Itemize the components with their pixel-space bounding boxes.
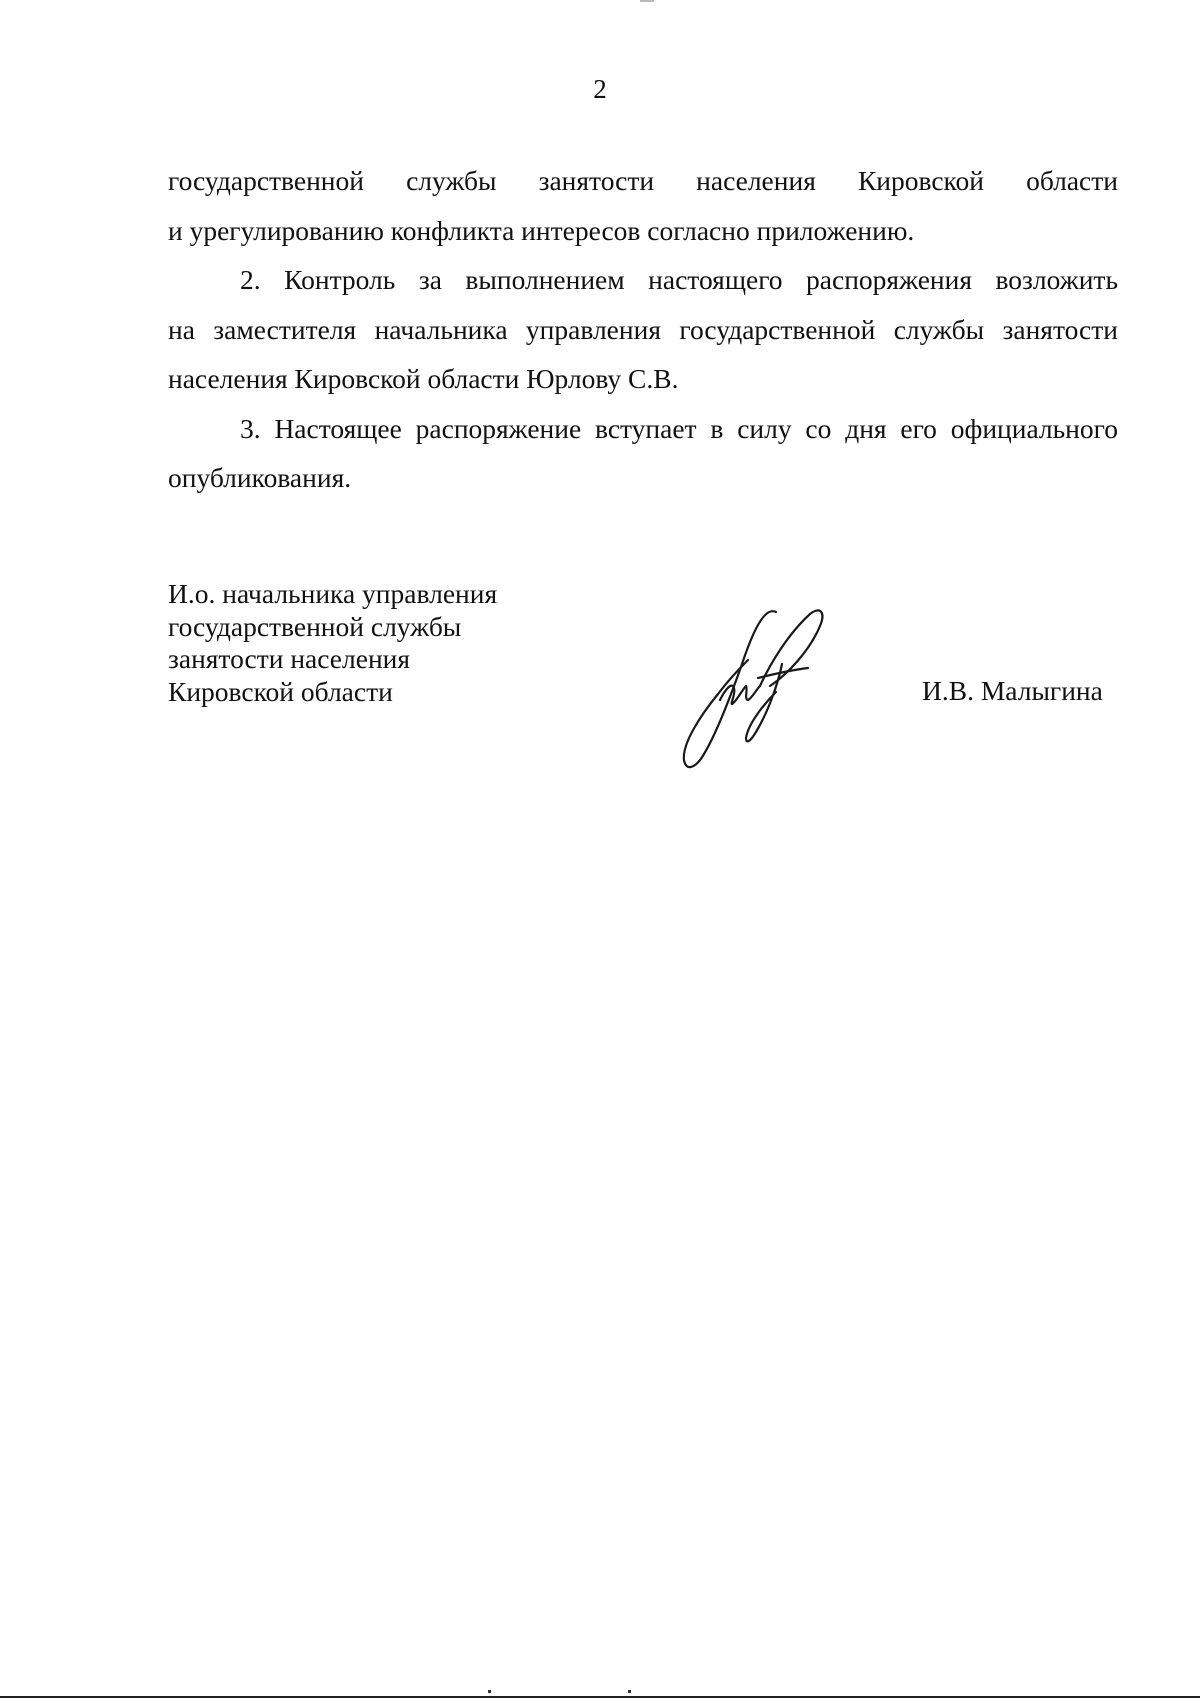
- paragraph-2-line-2: на заместителя начальника управления государственной службы занятости: [168, 313, 1118, 345]
- signer-position: [168, 578, 497, 708]
- page-number: 2: [593, 74, 607, 104]
- signer-position-line-4: Кировской области: [168, 675, 393, 707]
- signer-position-line-2: государственной службы: [168, 610, 462, 642]
- paragraph-3-line-2: опубликования.: [168, 462, 352, 493]
- scan-artifact: [488, 1690, 491, 1693]
- paragraph-3: [168, 404, 1118, 503]
- paragraph-2-line-1: 2. Контроль за выполнением настоящего распоряжения возложить: [240, 264, 1118, 295]
- paragraph-3-line-1: 3. Настоящее распоряжение вступает в силу со дня его официального: [240, 412, 1118, 444]
- scan-artifact: [628, 1690, 631, 1693]
- paragraph-2: [168, 255, 1118, 404]
- signer-name: И.В. Малыгина: [922, 675, 1103, 706]
- paragraph-1: [168, 156, 1118, 255]
- page-bottom-edge: [0, 1696, 1200, 1698]
- handwritten-signature: [660, 604, 840, 774]
- signer-position-line-3: занятости населения: [168, 643, 411, 674]
- paragraph-1-line-2: и урегулированию конфликта интересов согласно приложению.: [168, 214, 915, 246]
- paragraph-1-line-1: государственной службы занятости населения Кировской области: [168, 165, 1118, 196]
- document-body: [168, 156, 1118, 503]
- signer-position-line-1: И.о. начальника управления: [168, 578, 498, 609]
- scan-mark: [640, 0, 654, 2]
- paragraph-2-line-3: населения Кировской области Юрлову С.В.: [168, 363, 679, 394]
